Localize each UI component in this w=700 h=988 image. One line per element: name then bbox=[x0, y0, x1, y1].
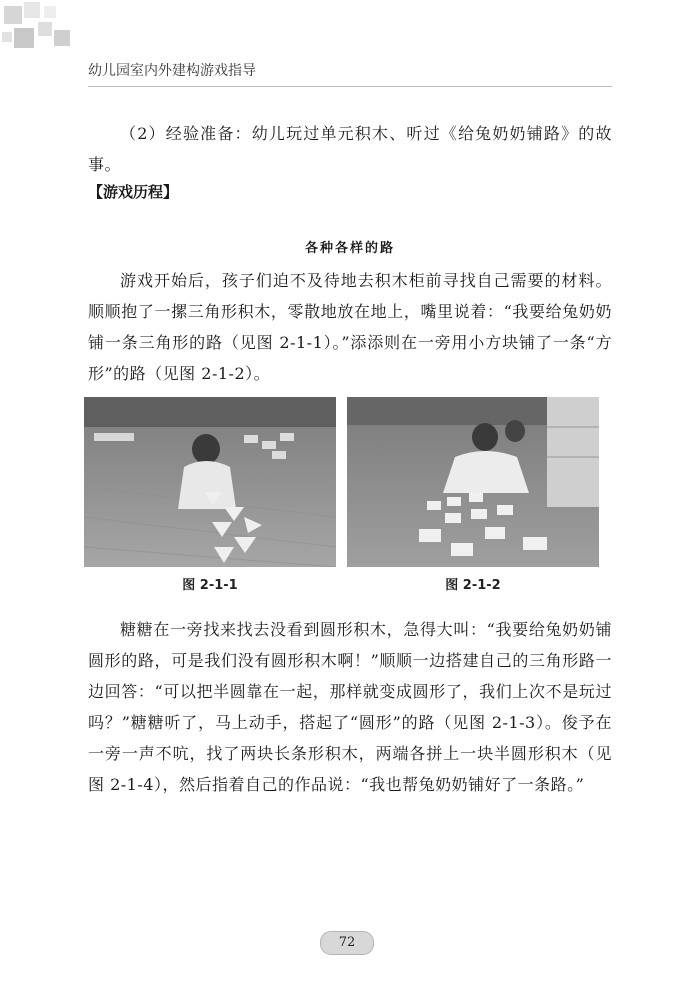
corner-cubes-decoration bbox=[0, 0, 90, 60]
figure-photo-1 bbox=[84, 397, 336, 567]
section-heading: 【游戏历程】 bbox=[88, 183, 179, 201]
paragraph-round-road: 糖糖在一旁找来找去没看到圆形积木，急得大叫：“我要给兔奶奶铺圆形的路，可是我们没有圆形积木啊！”顺顺一边搭建自己的三角形路一边回答：“可以把半圆靠在一起，那样就变成圆形了，我们上次不是玩过吗？”糖糖听了，马上动手，搭起了“圆形”的路（见图 2-1-3）。俊予在一旁一声不吭，找了两块长条形积木，两端各拼上一块半圆形积木（见图 2-1-4），然后指着自己的作品说：“我也帮兔奶奶铺好了一条路。” bbox=[88, 620, 612, 794]
paragraph-game-start: 游戏开始后，孩子们迫不及待地去积木柜前寻找自己需要的材料。顺顺抱了一摞三角形积木，零散地放在地上，嘴里说着：“我要给兔奶奶铺一条三角形的路（见图 2-1-1）。”添添则在一旁用小方块铺了一条“方形”的路（见图 2-1-2）。 bbox=[88, 271, 612, 383]
figure-caption-2: 图 2-1-2 bbox=[445, 578, 501, 593]
running-header: 幼儿园室内外建构游戏指导 bbox=[88, 63, 256, 79]
photo-child-triangle-blocks-icon bbox=[84, 397, 336, 567]
photo-child-square-blocks-icon bbox=[347, 397, 599, 567]
figure-photo-2 bbox=[347, 397, 599, 567]
figure-caption-1: 图 2-1-1 bbox=[182, 578, 238, 593]
header-divider bbox=[88, 86, 612, 87]
page-number: 72 bbox=[320, 931, 374, 955]
paragraph-experience-prep: （2）经验准备：幼儿玩过单元积木、听过《给兔奶奶铺路》的故事。 bbox=[88, 124, 612, 174]
subheading: 各种各样的路 bbox=[304, 241, 395, 256]
